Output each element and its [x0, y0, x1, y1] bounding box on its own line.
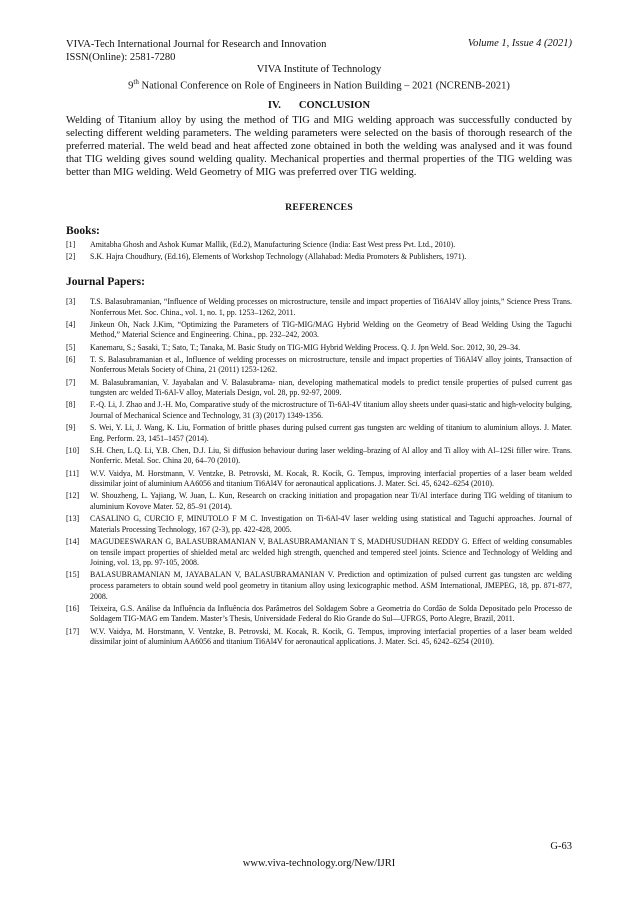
reference-text: MAGUDEESWARAN G, BALASUBRAMANIAN V, BALASUBRAMANIAN T S, MADHUSUDHAN REDDY G. Effect of welding consumables on tensile impact properties of shielded metal arc welded high strength, quenched and tempered steel joints. Science and Technology of Welding and Joining, vol. 13, pp. 97-105, 2008. [90, 537, 572, 568]
reference-item [66, 627, 572, 648]
reference-text: M. Balasubramanian, V. Jayabalan and V. Balasubrama- nian, developing mathematical models to predict tensile properties of pulsed current gas tungsten arc welded Ti-6Al-V alloy, Materials Design, vol. 28, pp. 92-97, 2009. [90, 377, 572, 398]
reference-text: S. Wei, Y. Li, J. Wang, K. Liu, Formation of brittle phases during pulsed current gas tungsten arc welding of titanium to aluminium alloys. J. Mater. Eng. Perform. 23, 1451–1457 (2014). [90, 423, 572, 443]
reference-number: [8] [66, 400, 76, 410]
reference-item [66, 320, 572, 341]
books-heading: Books: [66, 225, 100, 237]
reference-text: Amitabha Ghosh and Ashok Kumar Mallik, (Ed.2), Manufacturing Science (India: East West press Pvt. Ltd., 2010). [90, 240, 456, 249]
section-number: IV. [267, 100, 281, 111]
books-list [66, 240, 572, 264]
page-number: G-63 [550, 841, 572, 852]
journal-header [66, 38, 326, 64]
reference-item [66, 469, 572, 490]
reference-item [66, 252, 572, 263]
reference-text: T.S. Balasubramanian, “Influence of Welding processes on microstructure, tensile and impact properties of Ti6Al4V alloy joints,” Science Press Trans. Nonferrous Met. Soc. China., vol. 1, no. 1, pp. 1253–1262, 2011. [90, 297, 572, 317]
institute-name: VIVA Institute of Technology [256, 64, 382, 75]
reference-item [66, 446, 572, 467]
issn: ISSN(Online): 2581-7280 [66, 52, 176, 63]
reference-item [66, 343, 572, 354]
references-heading: REFERENCES [285, 202, 353, 213]
reference-text: Kanemaru, S.; Sasaki, T.; Sato, T.; Tanaka, M. Basic Study on TIG-MIG Hybrid Welding Process. Q. J. Jpn Weld. Soc. 2012, 30, 29–34. [90, 342, 521, 352]
volume-issue: Volume 1, Issue 4 (2021) [467, 38, 572, 49]
section-heading [66, 100, 572, 111]
reference-item [66, 355, 572, 376]
journal-papers-heading: Journal Papers: [66, 276, 145, 288]
reference-number: [14] [66, 537, 80, 546]
reference-item [66, 491, 572, 512]
reference-item [66, 604, 572, 625]
reference-number: [4] [66, 319, 76, 329]
reference-number: [13] [66, 514, 80, 524]
reference-number: [9] [66, 423, 76, 433]
reference-number: [17] [66, 626, 80, 636]
journal-papers-list [66, 297, 572, 649]
reference-number: [6] [66, 354, 76, 364]
reference-text: W.V. Vaidya, M. Horstmann, V. Ventzke, B. Petrovski, M. Kocak, R. Kocik, G. Tempus, improving interfacial properties of a laser beam welded dissimilar joint of aluminium AA6056 and titanium Ti6Al4V for aeronautical applications. J. Mater. Sci. 45, 6242–6254 (2010). [90, 626, 572, 647]
reference-number: [11] [66, 468, 79, 478]
reference-item [66, 423, 572, 444]
reference-number: [5] [66, 342, 76, 352]
footer-url: www.viva-technology.org/New/IJRI [242, 858, 396, 869]
reference-text: T. S. Balasubramanian et al., Influence of welding processes on microstructure, tensile and impact properties of Ti6Al4V alloy joints, Transaction of Nonferrous Metals Society of China, 21 (2011) 1253-1262. [90, 354, 572, 375]
conference-header [66, 63, 572, 93]
reference-number: [15] [66, 570, 80, 580]
journal-name: VIVA-Tech International Journal for Research and Innovation [66, 39, 327, 50]
reference-number: [12] [66, 491, 80, 501]
reference-text: F.-Q. Li, J. Zhao and J.-H. Mo, Comparative study of the microstructure of Ti-6Al-4V titanium alloy sheets under quasi-static and high-velocity bulging, Journal of Mechanical Science and Technology, 31 (3) (2017) 1349-1356. [90, 400, 573, 420]
reference-number: [7] [66, 377, 76, 387]
section-title: CONCLUSION [298, 100, 371, 111]
reference-item [66, 297, 572, 318]
reference-item [66, 400, 572, 421]
reference-number: [3] [66, 297, 76, 306]
reference-item [66, 378, 572, 399]
reference-text: W. Shouzheng, L. Yajiang, W. Juan, L. Kun, Research on cracking initiation and propagation near Ti/Al interface during TIG welding of titanium to aluminium Kovove Mater. 52, 85–91 (2014). [90, 491, 572, 512]
reference-item [66, 240, 572, 251]
reference-item [66, 537, 572, 569]
reference-number: [10] [66, 445, 80, 455]
reference-text: Jinkeun Oh, Nack J.Kim, “Optimizing the Parameters of TIG-MIG/MAG Hybrid Welding on the Geometry of Bead Welding Using the Taguchi Method,” Material Science and Engineering. China., pp. 232–242, 2003. [90, 319, 572, 340]
reference-number: [2] [66, 252, 76, 262]
conference-name: 9th National Conference on Role of Engineers in Nation Building – 2021 (NCRENB-2021) [128, 78, 510, 92]
reference-number: [16] [66, 603, 80, 613]
reference-text: Teixeira, G.S. Análise da Influência da Influência dos Parâmetros del Soldagem Sobre a Geometria do Cordão de Solda Depositado pelo Processo de Soldagem TIG-MAG em Tandem. Master’s Thesis, Universidade Federal do Rio Grande do Sul—UFRGS, Porto Alegre, Brazil, 2011. [90, 603, 572, 624]
reference-item [66, 514, 572, 535]
reference-text: BALASUBRAMANIAN M, JAYABALAN V, BALASUBRAMANIAN V. Prediction and optimization of pulsed current gas tungsten arc welding process parameters to obtain sound weld pool geometry in titanium alloy using lexicographic method. ASM International, JMEPEG, 18, pp. 871-877, 2008. [90, 570, 572, 601]
conclusion-paragraph: Welding of Titanium alloy by using the method of TIG and MIG welding approach was successfully conducted by selecting different welding parameters. The welding parameters were selected on the basis of thorough research of the preferred material. The weld bead and heat affected zone obtained in both the welding was analysed and it was found that TIG welding gives sound welding quality. Mechanical properties and thermal properties of the TIG welding was better than MIG welding. Weld Geometry of MIG was preferred over TIG welding. [66, 115, 572, 178]
reference-text: S.H. Chen, L.Q. Li, Y.B. Chen, D.J. Liu, Si diffusion behaviour during laser welding–brazing of Al alloy and Ti alloy with Al–12Si filler wire. Trans. Nonferric. Metal. Soc. China 20, 64–70 (2010). [90, 445, 572, 466]
reference-number: [1] [66, 240, 76, 249]
reference-text: CASALINO G, CURCIO F, MINUTOLO F M C. Investigation on Ti-6Al-4V laser welding using statistical and Taguchi approaches. Journal of Materials Processing Technology, 167 (2-3), pp. 422-428, 2005. [90, 514, 572, 534]
reference-text: W.V. Vaidya, M. Horstmann, V. Ventzke, B. Petrovski, M. Kocak, R. Kocik, G. Tempus, improving interfacial properties of a laser beam welded dissimilar joint of aluminium AA6056 and titanium Ti6Al4V for aeronautical applications. J. Mater. Sci. 45, 6242–6254 (2010). [90, 468, 572, 489]
reference-text: S.K. Hajra Choudhury, (Ed.16), Elements of Workshop Technology (Allahabad: Media Promoters & Publishers, 1971). [90, 252, 467, 262]
reference-item [66, 570, 572, 602]
